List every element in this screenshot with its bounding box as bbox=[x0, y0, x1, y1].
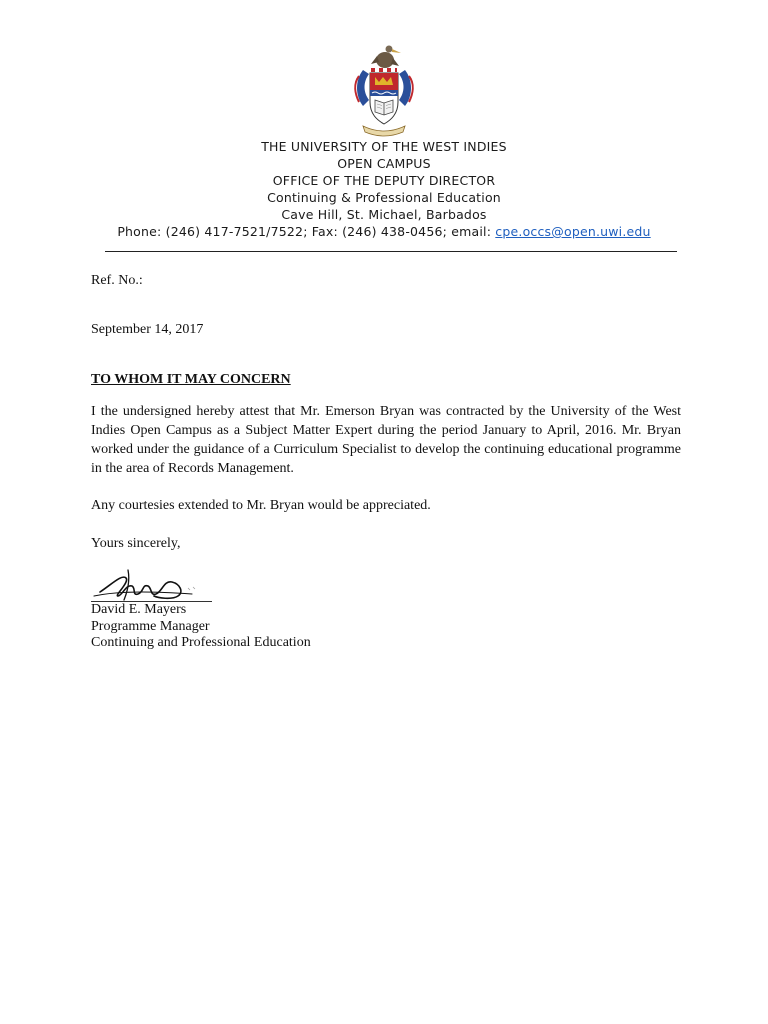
letterhead-address: Cave Hill, St. Michael, Barbados bbox=[281, 207, 487, 222]
letterhead-office: OFFICE OF THE DEPUTY DIRECTOR bbox=[272, 173, 496, 188]
handwritten-signature bbox=[92, 566, 212, 604]
body-paragraph-2: Any courtesies extended to Mr. Bryan would be appreciated. bbox=[91, 498, 431, 513]
letterhead-department: Continuing & Professional Education bbox=[267, 190, 501, 205]
letterhead-contact-text: Phone: (246) 417-7521/7522; Fax: (246) 438-0456; email: bbox=[117, 224, 496, 239]
signatory-block bbox=[91, 602, 681, 652]
email-link[interactable]: cpe.occs@open.uwi.edu bbox=[495, 224, 651, 239]
letterhead-campus: OPEN CAMPUS bbox=[337, 156, 431, 171]
letterhead bbox=[0, 138, 768, 240]
signatory-title: Programme Manager bbox=[91, 618, 210, 634]
reference-number: Ref. No.: bbox=[91, 273, 143, 288]
letterhead-contact bbox=[0, 223, 768, 240]
letterhead-divider bbox=[105, 251, 677, 252]
signatory-department: Continuing and Professional Education bbox=[91, 635, 311, 650]
letter-date: September 14, 2017 bbox=[91, 322, 204, 337]
closing: Yours sincerely, bbox=[91, 536, 181, 551]
body-paragraph-1: I the undersigned hereby attest that Mr. Emerson Bryan was contracted by the University of the West Indies Open Campus as a Subject Matter Expert during the period January to April, 2016. Mr. Bryan worked under the guidance of a Curriculum Specialist to develop the continuing educational programme in the area of Records Management. bbox=[91, 404, 681, 476]
university-crest-logo bbox=[349, 40, 419, 140]
signatory-name: David E. Mayers bbox=[91, 602, 187, 617]
salutation-heading: TO WHOM IT MAY CONCERN bbox=[91, 372, 291, 387]
letterhead-university: THE UNIVERSITY OF THE WEST INDIES bbox=[261, 139, 507, 154]
